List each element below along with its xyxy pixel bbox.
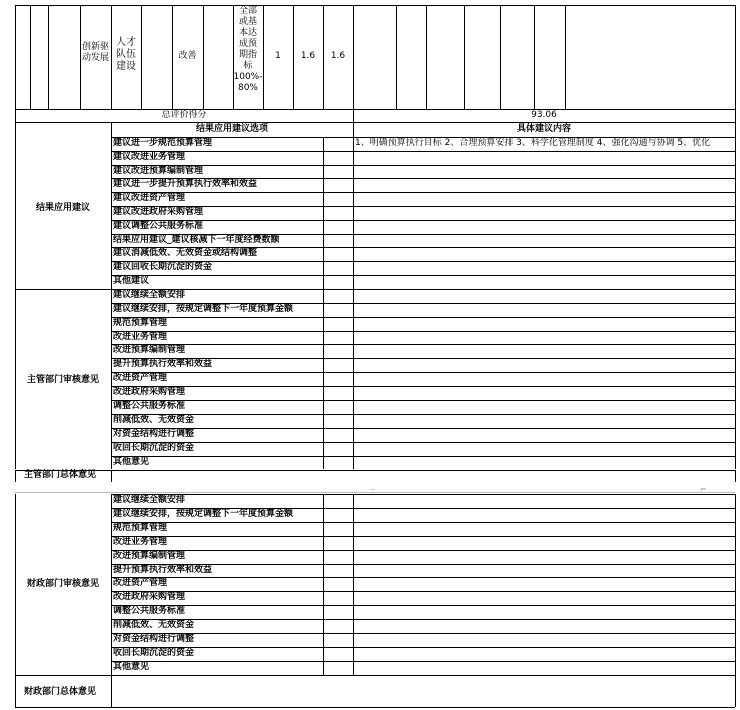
supervisor-overall-label: 主管部门总体意见 — [24, 470, 97, 480]
target-score-cell: 1.6 — [300, 51, 316, 61]
option-item: 改进政府采购管理 — [113, 387, 186, 398]
option-item: 规范预算管理 — [113, 317, 168, 328]
options-header: 结果应用建议选项 — [195, 124, 268, 134]
option-item: 收回长期沉淀的资金 — [113, 647, 195, 658]
advice-text: 1、明确预算执行目标 2、合理预算安排 3、科学化管理制度 4、强化沟通与协调 5、优化 — [355, 138, 711, 148]
option-item: 改进业务管理 — [113, 536, 168, 547]
option-item: 建议进一步规范预算管理 — [113, 138, 213, 148]
option-item: 收回长期沉淀的资金 — [113, 442, 195, 453]
option-item: 提升预算执行效率和效益 — [113, 564, 213, 575]
project-category-cell: 创新驱 动发展 — [81, 42, 109, 63]
option-item: 其他建议 — [113, 276, 150, 286]
option-item: 建议改进业务管理 — [113, 151, 186, 162]
option-item: 改进资产管理 — [113, 373, 168, 384]
actual-score-cell: 1.6 — [330, 51, 346, 61]
option-item: 改进政府采购管理 — [113, 592, 186, 603]
team-building-cell: 人才 队伍 建设 — [116, 37, 136, 72]
option-item: 调整公共服务标准 — [113, 401, 186, 411]
option-item: 改进预算编制管理 — [113, 345, 186, 356]
option-item: 其他意见 — [113, 661, 150, 672]
option-item: 建议回收长期沉淀的资金 — [113, 262, 213, 273]
option-item: 改进业务管理 — [113, 331, 168, 342]
option-item: 调整公共服务标准 — [113, 606, 186, 617]
option-item: 削减低效、无效资金 — [113, 414, 195, 425]
total-score-label: 总评价得分 — [161, 110, 207, 120]
option-item: 建议继续安排，按规定调整下一年度预算金额 — [113, 303, 294, 314]
option-item: 削减低效、无效资金 — [113, 620, 195, 631]
option-item: 其他意见 — [113, 456, 150, 467]
option-item: 建议继续安排，按规定调整下一年度预算金额 — [113, 508, 294, 519]
option-item: 改进预算编制管理 — [113, 550, 186, 561]
option-item: 建议继续全额安排 — [113, 495, 186, 505]
option-item: 建议改进政府采购管理 — [113, 207, 204, 217]
option-item: 建议消减低效、无效资金或结构调整 — [113, 248, 258, 259]
option-item: 结果应用建议_建议核减下一年度经费数额 — [113, 234, 280, 245]
result-application-label: 结果应用建议 — [35, 203, 90, 213]
option-item: 建议调整公共服务标准 — [113, 220, 204, 231]
trend-cell: 改善 — [178, 51, 197, 61]
option-item: 建议继续全额安排 — [113, 289, 186, 300]
option-item: 建议改进资产管理 — [113, 193, 186, 204]
option-item: 建议进一步提升预算执行效率和效益 — [113, 179, 258, 190]
option-item: 改进资产管理 — [113, 578, 168, 589]
standard-cell: 全部 或基 本达 成预 期指 标 100%- 80% — [233, 6, 263, 93]
option-item: 建议改进预算编制管理 — [113, 165, 204, 176]
option-item: 对资金结构进行调整 — [113, 634, 195, 644]
finance-review-label: 财政部门审核意见 — [26, 579, 99, 589]
finance-overall-label: 财政部门总体意见 — [24, 687, 97, 697]
option-item: 提升预算执行效率和效益 — [113, 359, 213, 370]
option-item: 对资金结构进行调整 — [113, 428, 195, 439]
total-score-value: 93.06 — [531, 110, 557, 120]
weight-cell: 1 — [275, 51, 281, 61]
supervisor-review-label: 主管部门审核意见 — [26, 375, 99, 385]
option-item: 规范预算管理 — [113, 522, 168, 533]
details-header: 具体建议内容 — [516, 124, 571, 134]
